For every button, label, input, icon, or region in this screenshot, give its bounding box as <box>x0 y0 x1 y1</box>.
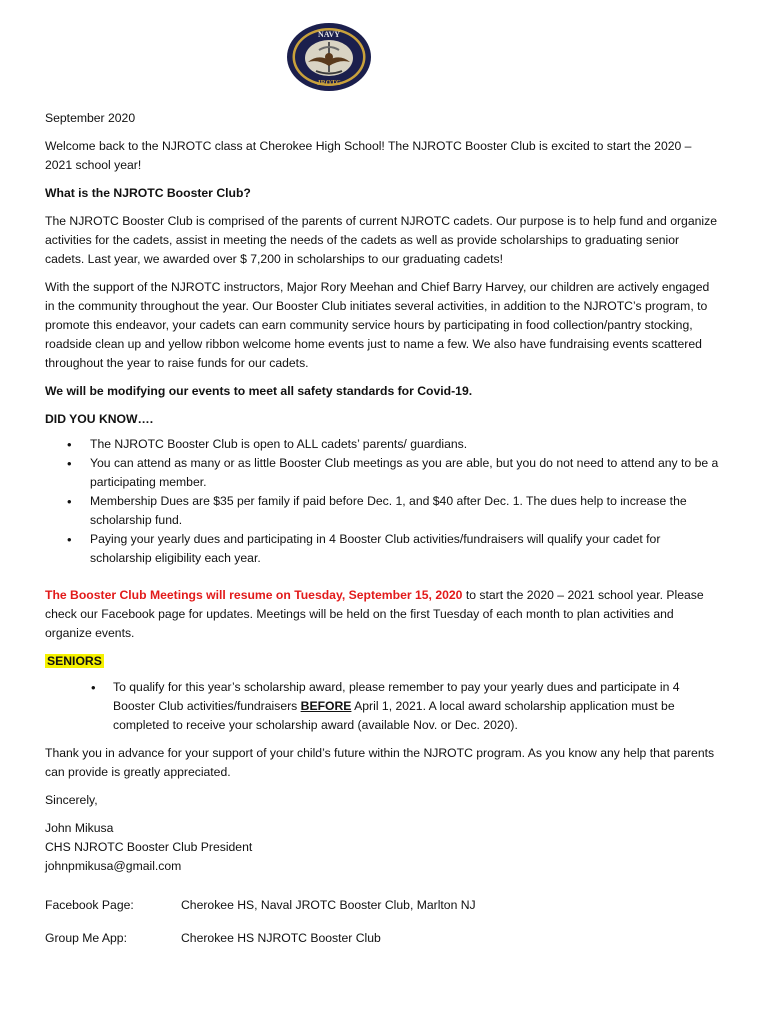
seniors-emphasis: BEFORE <box>300 699 352 713</box>
did-you-know-list <box>45 435 721 568</box>
signer-title: CHS NJROTC Booster Club President <box>45 840 253 854</box>
navy-jrotc-seal-icon <box>286 22 372 92</box>
covid-notice: We will be modifying our events to meet all safety standards for Covid-19. <box>45 384 473 398</box>
list-item: • You can attend as many or as little Booster Club meetings as you are able, but you do not need to attend any to be a participating member. <box>45 454 721 492</box>
welcome-paragraph: Welcome back to the NJROTC class at Cherokee High School! The NJROTC Booster Club is excited to start the 2020 – 2021 school year! <box>45 139 692 172</box>
list-item: • The NJROTC Booster Club is open to ALL cadets’ parents/ guardians. <box>45 435 721 454</box>
contact-row-groupme <box>45 929 721 948</box>
did-you-know-heading: DID YOU KNOW…. <box>45 412 154 426</box>
letter-date: September 2020 <box>45 111 136 125</box>
signer-name: John Mikusa <box>45 821 114 835</box>
what-is-heading: What is the NJROTC Booster Club? <box>45 186 251 200</box>
thanks-paragraph: Thank you in advance for your support of your child’s future within the NJROTC program. As you know any help that parents can provide is greatly appreciated. <box>45 746 715 779</box>
contact-row-facebook <box>45 896 721 915</box>
contact-label: Group Me App: <box>45 931 127 945</box>
contact-value: Cherokee HS, Naval JROTC Booster Club, Marlton NJ <box>181 898 476 912</box>
contact-value: Cherokee HS NJROTC Booster Club <box>181 931 381 945</box>
seniors-list <box>45 678 721 735</box>
logo-bottom-text: JROTC <box>317 79 341 87</box>
seniors-text-before: To qualify for this year’s scholarship award, please remember to pay your yearly dues and participate in 4 Booster Club activities/fundraisers <box>113 680 680 713</box>
meetings-details: to start the 2020 – 2021 school year. Please check our Facebook page for updates. Meetings will be held on the first Tuesday of each month to plan activities and organize events. <box>45 588 704 640</box>
list-item: • Paying your yearly dues and participating in 4 Booster Club activities/fundraisers will qualify your cadet for scholarship eligibility each year. <box>45 530 721 568</box>
seniors-heading: SENIORS <box>47 654 102 668</box>
logo-top-text: NAVY <box>317 30 341 39</box>
navy-jrotc-logo <box>286 22 372 92</box>
contact-label: Facebook Page: <box>45 898 134 912</box>
closing: Sincerely, <box>45 793 98 807</box>
support-paragraph: With the support of the NJROTC instructors, Major Rory Meehan and Chief Barry Harvey, our children are actively engaged in the community throughout the year. Our Booster Club initiates several activities, in addition to the NJROTC’s program, to promote this endeavor, your cadets can earn community service hours by participating in food collection/pantry stocking, roadside clean up and yellow ribbon welcome home events just to name a few. We also have fundraising events scattered throughout the year to raise funds for our cadets. <box>45 280 710 370</box>
list-item: • Membership Dues are $35 per family if paid before Dec. 1, and $40 after Dec. 1. The dues help to increase the scholarship fund. <box>45 492 721 530</box>
letter-body <box>45 109 721 948</box>
seniors-text-after: April 1, 2021. A local award scholarship application must be completed to receive your scholarship award (available Nov. or Dec. 2020). <box>113 699 675 732</box>
what-is-paragraph: The NJROTC Booster Club is comprised of the parents of current NJROTC cadets. Our purpose is to help fund and organize activities for the cadets, assist in meeting the needs of the cadets as well as provide scholarships to graduating senior cadets. Last year, we awarded over $ 7,200 in scholarships to our graduating cadets! <box>45 214 717 266</box>
list-item <box>45 678 721 735</box>
meetings-date-highlight: The Booster Club Meetings will resume on Tuesday, September 15, 2020 <box>45 588 463 602</box>
signature-block <box>45 819 721 876</box>
meetings-paragraph <box>45 586 721 643</box>
seniors-heading-line <box>45 652 721 671</box>
signer-email[interactable]: johnpmikusa@gmail.com <box>45 859 182 873</box>
